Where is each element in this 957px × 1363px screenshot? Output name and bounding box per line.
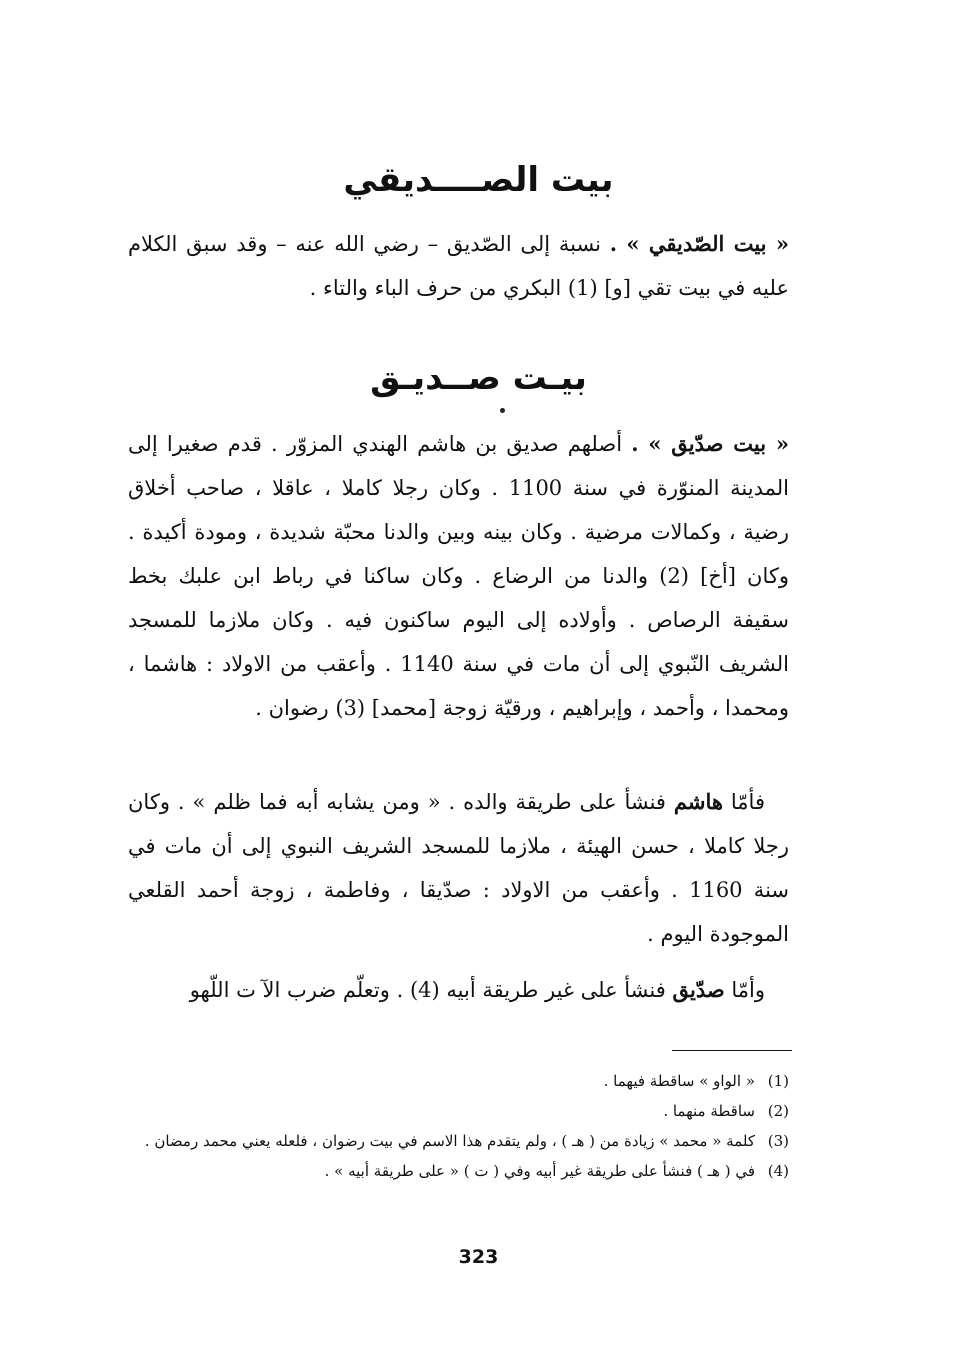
paragraph-intro: وأمّا	[724, 978, 765, 1002]
footnote-item	[128, 1096, 789, 1126]
entry-title: « بيت صدّيق » .	[631, 431, 789, 456]
page-number: 323	[458, 1246, 499, 1268]
paragraph-siddiq-son	[128, 968, 789, 1012]
entry-title: « بيت الصّديقي » .	[609, 231, 789, 256]
footnote-text: « الواو » ساقطة فيهما .	[603, 1072, 755, 1090]
section-heading-siddiq: بيـت صــديـق	[370, 358, 587, 398]
paragraph-text: نسبة إلى الصّديق – رضي الله عنه – وقد سبق الكلام عليه في بيت تقي [و] (1) البكري من حرف الباء والتاء .	[128, 232, 789, 300]
section-heading-siddiqi: بيت الصــــديقي	[343, 160, 614, 200]
paragraph-text: فنشأ على طريقة والده . « ومن يشابه أبه فما ظلم » . وكان رجلا كاملا ، حسن الهيئة ، ملازما للمسجد الشريف النبوي إلى أن مات في سنة 1160 . وأعقب من الاولاد : صدّيقا ، وفاطمة ، زوجة أحمد القلعي الموجودة اليوم .	[128, 790, 790, 946]
person-name: صدّيق	[672, 977, 725, 1002]
dot-mark	[500, 408, 505, 413]
paragraph-text: أصلهم صديق بن هاشم الهندي المزوّر . قدم صغيرا إلى المدينة المنوّرة في سنة 1100 . وكان رجلا كاملا ، عاقلا ، صاحب أخلاق رضية ، وكمالات مرضية . وكان بينه وبين والدنا محبّة شديدة ، ومودة أكيدة . وكان [أخ] (2) والدنا من الرضاع . وكان ساكنا في رباط ابن علبك بخط سقيفة الرصاص . وأولاده إلى اليوم ساكنون فيه . وكان ملازما للمسجد الشريف النّبوي إلى أن مات في سنة 1140 . وأعقب من الاولاد : هاشما ، ومحمدا ، وأحمد ، وإبراهيم ، ورقيّة زوجة [محمد] (3) رضوان .	[128, 432, 789, 720]
footnotes	[128, 1066, 789, 1186]
footnote-divider	[672, 1050, 792, 1051]
paragraph-siddiq	[128, 422, 789, 730]
footnote-item	[128, 1156, 789, 1186]
footnote-item	[128, 1126, 789, 1156]
footnote-number: (1)	[767, 1072, 789, 1090]
footnote-item	[128, 1066, 789, 1096]
person-name: هاشم	[673, 789, 723, 814]
footnote-number: (2)	[767, 1102, 789, 1120]
footnote-number: (4)	[767, 1162, 789, 1180]
paragraph-hashim	[128, 780, 789, 956]
paragraph-intro: فأمّا	[722, 790, 765, 814]
footnote-text: ساقطة منهما .	[663, 1102, 755, 1120]
footnote-text: كلمة « محمد » زيادة من ( هـ ) ، ولم يتقدم هذا الاسم في بيت رضوان ، فلعله يعني محمد رمضان .	[144, 1132, 755, 1150]
footnote-text: في ( هـ ) فنشأ على طريقة غير أبيه وفي ( ت ) « على طريقة أبيه » .	[324, 1162, 755, 1180]
footnote-number: (3)	[767, 1132, 789, 1150]
paragraph-siddiqi	[128, 222, 789, 310]
paragraph-text: فنشأ على غير طريقة أبيه (4) . وتعلّم ضرب الآ ت اللّهو	[189, 978, 673, 1002]
